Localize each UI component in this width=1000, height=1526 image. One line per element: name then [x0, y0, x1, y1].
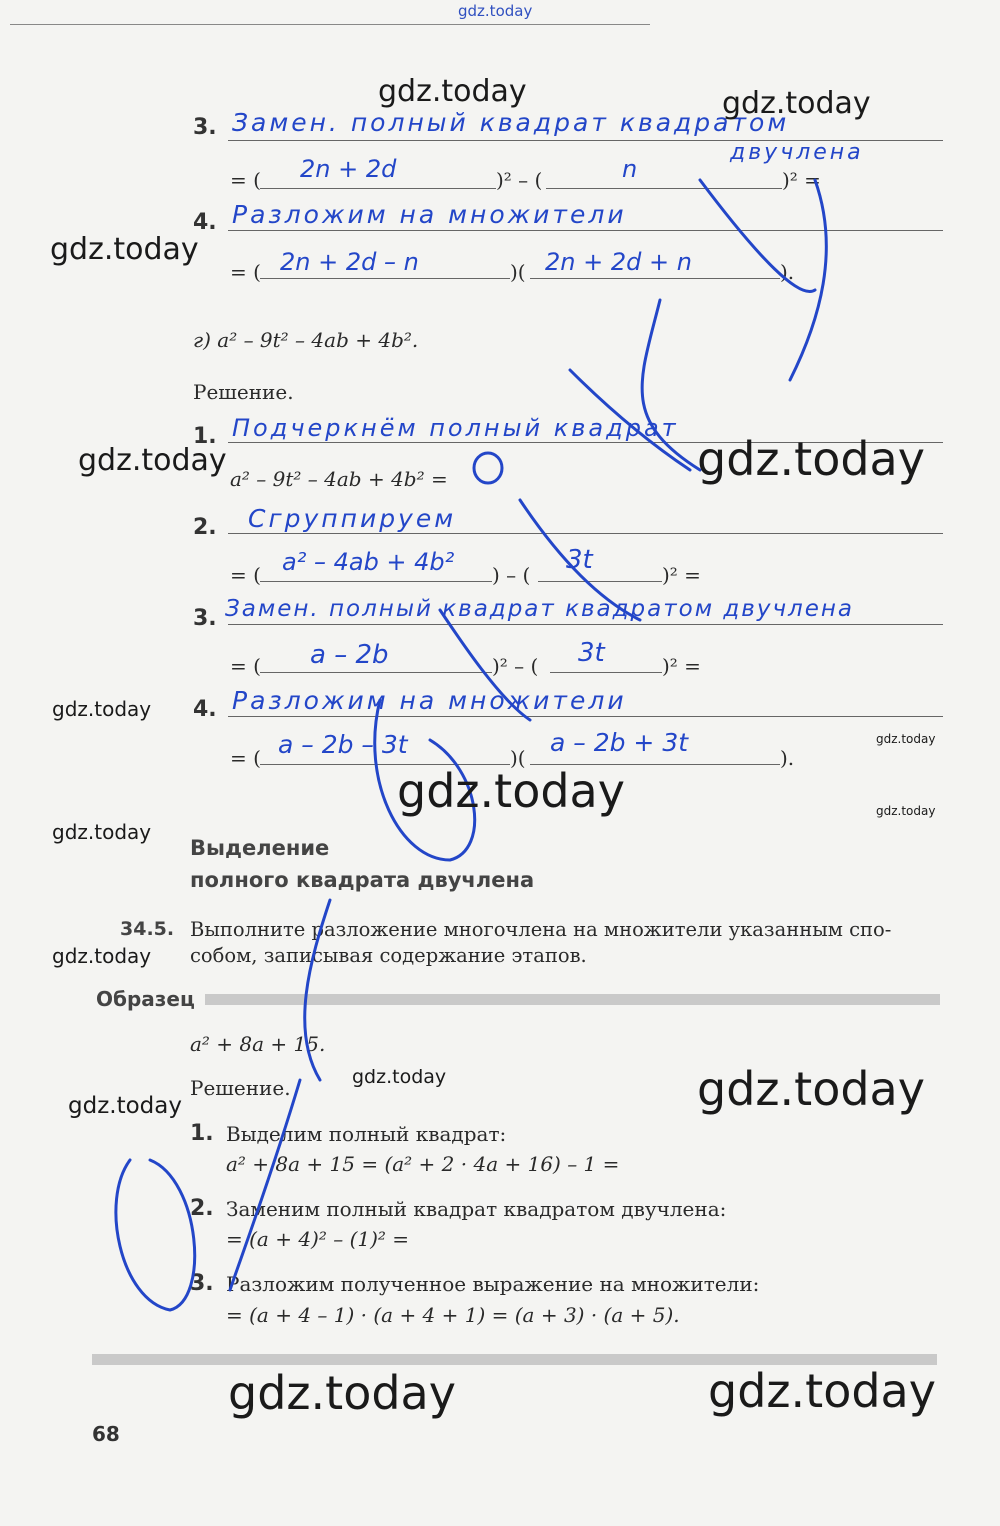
g-step2-handwriting: Сгруппируем [248, 504, 457, 533]
step4-number: 4. [193, 210, 217, 235]
watermark: gdz.today [52, 944, 152, 968]
step3-formula-mid: )² – ( [496, 168, 543, 192]
step4-formula-open: = ( [230, 260, 261, 284]
g-step4-fill-1: a – 2b – 3t [278, 730, 408, 759]
sample-step1-text: Выделим полный квадрат: [226, 1122, 507, 1146]
step4-handwriting: Разложим на множители [232, 200, 627, 229]
g-step1-handwriting: Подчеркнём полный квадрат [232, 414, 679, 442]
g-step2-number: 2. [193, 515, 217, 540]
watermark: gdz.today [378, 74, 527, 109]
section-heading-2: полного квадрата двучлена [190, 868, 535, 892]
g-step3-close: )² = [662, 654, 701, 678]
step3-handwriting-2: двучлена [730, 140, 864, 165]
step4-formula-close: ). [780, 260, 795, 284]
sample-label: Образец [96, 987, 195, 1011]
g-step2-mid: ) – ( [492, 563, 531, 587]
g-step3-number: 3. [193, 606, 217, 631]
watermark: gdz.today [876, 804, 936, 818]
page-number: 68 [92, 1422, 120, 1446]
sample-step2-number: 2. [190, 1196, 214, 1221]
step3-handwriting: Замен. полный квадрат квадратом [232, 108, 790, 137]
step4-fill-2: 2n + 2d + n [545, 248, 692, 276]
watermark: gdz.today [228, 1366, 456, 1420]
sample-step1-formula: a² + 8a + 15 = (a² + 2 · 4a + 16) – 1 = [226, 1152, 620, 1176]
sample-step3-formula: = (a + 4 – 1) · (a + 4 + 1) = (a + 3) · (a + 5). [226, 1303, 680, 1327]
exercise-text-2: собом, записывая содержание этапов. [190, 944, 587, 967]
task-g: г) a² – 9t² – 4ab + 4b². [193, 328, 419, 352]
step3-formula-close: )² = [782, 168, 821, 192]
g-step4-number: 4. [193, 697, 217, 722]
sample-solution-label: Решение. [190, 1076, 291, 1100]
exercise-text-1: Выполните разложение многочлена на множители указанным спо- [190, 918, 892, 941]
g-step3-fill-1: a – 2b [310, 640, 389, 670]
watermark: gdz.today [708, 1364, 936, 1418]
step3-fill-2: n [622, 155, 638, 183]
watermark: gdz.today [78, 443, 227, 478]
solution-label-g: Решение. [193, 380, 294, 404]
g-step2-close: )² = [662, 563, 701, 587]
watermark: gdz.today [722, 86, 871, 121]
g-step1-formula: a² – 9t² – 4ab + 4b² = [230, 467, 448, 491]
step3-formula-open: = ( [230, 168, 261, 192]
sample-step2-formula: = (a + 4)² – (1)² = [226, 1227, 410, 1251]
watermark: gdz.today [397, 764, 625, 818]
sample-step3-number: 3. [190, 1271, 214, 1296]
watermark: gdz.today [50, 232, 199, 267]
g-step4-fill-2: a – 2b + 3t [550, 728, 689, 757]
watermark: gdz.today [697, 432, 925, 486]
g-step2-fill-1: a² – 4ab + 4b² [282, 548, 455, 576]
exercise-number: 34.5. [120, 918, 175, 940]
g-step3-mid: )² – ( [492, 654, 539, 678]
watermark-top: gdz.today [458, 2, 533, 20]
sample-step3-text: Разложим полученное выражение на множители: [226, 1272, 760, 1296]
sample-step2-text: Заменим полный квадрат квадратом двучлена: [226, 1197, 727, 1221]
g-step3-fill-2: 3t [578, 638, 605, 668]
g-step4-open: = ( [230, 746, 261, 770]
sample-expression: a² + 8a + 15. [190, 1032, 326, 1056]
g-step4-mid: )( [510, 746, 526, 770]
g-step4-close: ). [780, 746, 795, 770]
section-heading-1: Выделение [190, 836, 330, 860]
g-step2-open: = ( [230, 563, 261, 587]
watermark: gdz.today [697, 1062, 925, 1116]
watermark: gdz.today [876, 732, 936, 746]
g-step3-open: = ( [230, 654, 261, 678]
step4-formula-mid: )( [510, 260, 526, 284]
watermark: gdz.today [52, 820, 152, 844]
g-step2-fill-2: 3t [566, 545, 593, 575]
g-step4-handwriting: Разложим на множители [232, 686, 627, 715]
sample-step1-number: 1. [190, 1121, 214, 1146]
watermark: gdz.today [52, 697, 152, 721]
watermark: gdz.today [68, 1093, 182, 1119]
step3-fill-1: 2n + 2d [300, 155, 397, 183]
g-step3-handwriting: Замен. полный квадрат квадратом двучлена [225, 596, 855, 622]
watermark: gdz.today [352, 1066, 447, 1088]
step3-number: 3. [193, 115, 217, 140]
step4-fill-1: 2n + 2d – n [280, 248, 419, 276]
g-step1-number: 1. [193, 424, 217, 449]
